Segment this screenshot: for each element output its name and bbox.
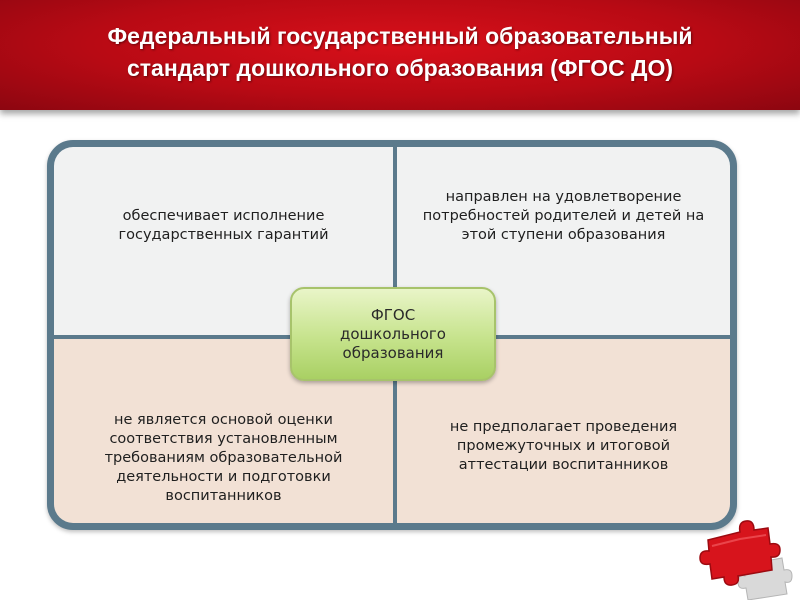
quadrant-bottom-right-text: не предполагает проведения промежуточных и итоговой аттестации воспитанников [449,418,678,473]
slide-title: Федеральный государственный образовательный стандарт дошкольного образования (ФГОС ДО) [107,23,693,81]
quadrant-top-right-text: направлен на удовлетворение потребностей родителей и детей на этой ступени образования [422,188,705,243]
center-concept-box [290,287,496,381]
center-concept-text: ФГОС дошкольного образования [340,305,446,362]
quadrant-top-left-text: обеспечивает исполнение государственных гарантий [118,208,329,243]
quadrant-bottom-left-text: не является основой оценки соответствия установленным требованиям образовательной деятельности и подготовки воспитанников [104,412,343,504]
title-banner [0,0,800,110]
puzzle-icon [686,510,800,600]
